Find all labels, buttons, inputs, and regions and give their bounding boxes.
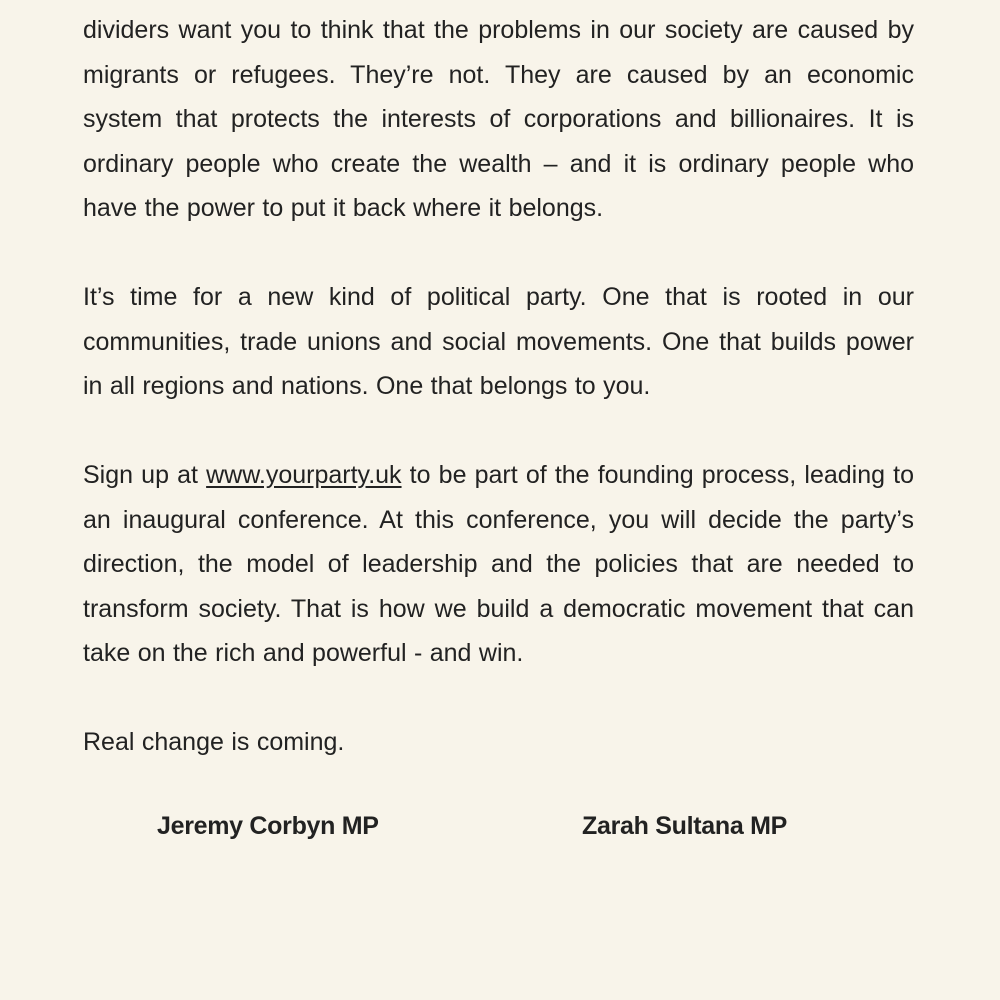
signature-zarah-sultana: Zarah Sultana MP — [582, 812, 787, 840]
paragraph-new-party: It’s time for a new kind of political party. One that is rooted in our communities, trade unions and social movements. One that builds power in all regions and nations. One that belongs to you. — [83, 283, 914, 401]
signature-jeremy-corbyn: Jeremy Corbyn MP — [157, 812, 379, 840]
paragraph-sign-up — [83, 453, 914, 676]
paragraph-economy: dividers want you to think that the problems in our society are caused by migrants or refugees. They’re not. They are caused by an economic system that protects the interests of corporations and billionaires. It is ordinary people who create the wealth – and it is ordinary people who have the power to put it back where it belongs. — [83, 16, 914, 223]
paragraph-sign-up-lead: Sign up at — [83, 461, 207, 489]
paragraph-real-change: Real change is coming. — [83, 728, 345, 756]
yourparty-link[interactable]: www.yourparty.uk — [206, 461, 402, 489]
paragraph-sign-up-rest: to be part of the founding process, leading to an inaugural conference. At this conference, you will decide the party’s direction, the model of leadership and the policies that are needed to transform society. That is how we build a democratic movement that can take on the rich and powerful - and win. — [83, 461, 915, 668]
